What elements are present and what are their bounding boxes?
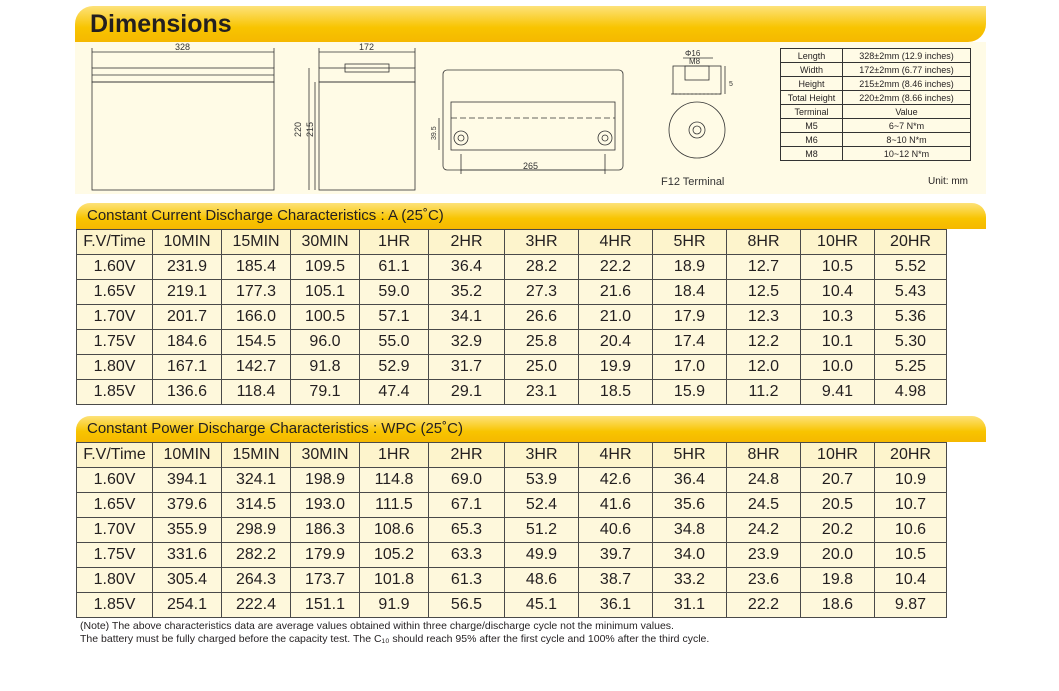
column-header: 30MIN	[291, 230, 360, 255]
table-cell: 10.7	[875, 493, 947, 518]
table-cell: 12.7	[727, 255, 801, 280]
column-header: 8HR	[727, 230, 801, 255]
table-cell: 61.3	[429, 568, 505, 593]
column-header: 20HR	[875, 230, 947, 255]
spec-value: 328±2mm (12.9 inches)	[843, 49, 971, 63]
column-header: F.V/Time	[77, 443, 153, 468]
height-body-label: 215	[305, 121, 315, 137]
table-cell: 231.9	[153, 255, 222, 280]
table-cell: 25.0	[505, 355, 579, 380]
table-cell: 177.3	[222, 280, 291, 305]
table-row	[77, 468, 947, 493]
spec-table	[780, 48, 971, 161]
spec-row	[781, 77, 971, 91]
table-cell: 1.75V	[77, 543, 153, 568]
table-cell: 305.4	[153, 568, 222, 593]
table-cell: 108.6	[360, 518, 429, 543]
table-row	[77, 593, 947, 618]
terminal-row	[781, 119, 971, 133]
column-header: 15MIN	[222, 443, 291, 468]
table-cell: 1.80V	[77, 355, 153, 380]
table-cell: 21.0	[579, 305, 653, 330]
table-cell: 63.3	[429, 543, 505, 568]
table-cell: 35.2	[429, 280, 505, 305]
table-cell: 20.0	[801, 543, 875, 568]
table-cell: 10.0	[801, 355, 875, 380]
table-row	[77, 305, 947, 330]
table-cell: 1.80V	[77, 568, 153, 593]
table-cell: 31.1	[653, 593, 727, 618]
table-cell: 18.9	[653, 255, 727, 280]
table-cell: 20.4	[579, 330, 653, 355]
table-cell: 173.7	[291, 568, 360, 593]
spec-value: 215±2mm (8.46 inches)	[843, 77, 971, 91]
power-table-title: Constant Power Discharge Characteristics : WPC (25˚C)	[87, 420, 463, 437]
table-cell: 331.6	[153, 543, 222, 568]
table-cell: 4.98	[875, 380, 947, 405]
table-cell: 167.1	[153, 355, 222, 380]
table-cell: 23.6	[727, 568, 801, 593]
terminal-label: M8	[781, 147, 843, 161]
table-cell: 1.70V	[77, 305, 153, 330]
table-cell: 31.7	[429, 355, 505, 380]
table-cell: 5.52	[875, 255, 947, 280]
table-cell: 1.85V	[77, 380, 153, 405]
table-cell: 355.9	[153, 518, 222, 543]
terminal-depth-label: 5	[729, 81, 733, 88]
table-cell: 69.0	[429, 468, 505, 493]
spec-label: Length	[781, 49, 843, 63]
spec-label: Total Height	[781, 91, 843, 105]
table-cell: 48.6	[505, 568, 579, 593]
table-cell: 142.7	[222, 355, 291, 380]
table-cell: 5.36	[875, 305, 947, 330]
table-cell: 18.6	[801, 593, 875, 618]
table-cell: 26.6	[505, 305, 579, 330]
table-cell: 264.3	[222, 568, 291, 593]
terminal-caption: F12 Terminal	[661, 176, 725, 188]
table-cell: 201.7	[153, 305, 222, 330]
table-header-row	[77, 230, 947, 255]
table-cell: 15.9	[653, 380, 727, 405]
spec-row	[781, 63, 971, 77]
table-cell: 1.85V	[77, 593, 153, 618]
table-cell: 394.1	[153, 468, 222, 493]
table-cell: 10.6	[875, 518, 947, 543]
table-cell: 17.4	[653, 330, 727, 355]
table-cell: 5.25	[875, 355, 947, 380]
table-cell: 154.5	[222, 330, 291, 355]
table-cell: 114.8	[360, 468, 429, 493]
column-header: 4HR	[579, 230, 653, 255]
table-cell: 52.9	[360, 355, 429, 380]
note-line-1: (Note) The above characteristics data are average values obtained within three charge/discharge cycle not the minimum values.	[80, 620, 674, 632]
table-cell: 20.5	[801, 493, 875, 518]
height-total-label: 220	[293, 121, 303, 137]
table-row	[77, 330, 947, 355]
terminal-value: 10~12 N*m	[843, 147, 971, 161]
table-cell: 222.4	[222, 593, 291, 618]
table-cell: 36.4	[653, 468, 727, 493]
table-row	[77, 280, 947, 305]
table-cell: 179.9	[291, 543, 360, 568]
table-cell: 22.2	[579, 255, 653, 280]
table-cell: 53.9	[505, 468, 579, 493]
terminal-diameter-label: Φ16	[685, 49, 701, 58]
spec-value: 172±2mm (6.77 inches)	[843, 63, 971, 77]
table-cell: 186.3	[291, 518, 360, 543]
terminal-value: 6~7 N*m	[843, 119, 971, 133]
table-cell: 118.4	[222, 380, 291, 405]
spec-label: Width	[781, 63, 843, 77]
column-header: 1HR	[360, 230, 429, 255]
table-cell: 49.9	[505, 543, 579, 568]
table-cell: 151.1	[291, 593, 360, 618]
table-cell: 166.0	[222, 305, 291, 330]
front-width-label: 328	[175, 42, 191, 52]
table-cell: 254.1	[153, 593, 222, 618]
table-cell: 24.8	[727, 468, 801, 493]
terminal-label: M6	[781, 133, 843, 147]
terminal-height-label: 39.5	[431, 126, 438, 140]
table-cell: 34.1	[429, 305, 505, 330]
table-cell: 5.43	[875, 280, 947, 305]
table-cell: 17.9	[653, 305, 727, 330]
table-cell: 20.7	[801, 468, 875, 493]
table-cell: 10.5	[801, 255, 875, 280]
table-cell: 57.1	[360, 305, 429, 330]
spec-label: Height	[781, 77, 843, 91]
table-cell: 17.0	[653, 355, 727, 380]
column-header: 30MIN	[291, 443, 360, 468]
table-cell: 1.75V	[77, 330, 153, 355]
table-cell: 33.2	[653, 568, 727, 593]
column-header: 15MIN	[222, 230, 291, 255]
table-cell: 96.0	[291, 330, 360, 355]
table-row	[77, 380, 947, 405]
table-cell: 1.65V	[77, 493, 153, 518]
table-cell: 18.4	[653, 280, 727, 305]
table-cell: 51.2	[505, 518, 579, 543]
terminal-header-label: Terminal	[781, 105, 843, 119]
table-cell: 109.5	[291, 255, 360, 280]
column-header: 3HR	[505, 230, 579, 255]
power-table-header	[76, 416, 986, 442]
table-cell: 10.1	[801, 330, 875, 355]
table-cell: 10.4	[875, 568, 947, 593]
terminal-spacing-label: 265	[523, 161, 539, 171]
table-row	[77, 568, 947, 593]
terminal-header-row	[781, 105, 971, 119]
column-header: 2HR	[429, 443, 505, 468]
table-cell: 28.2	[505, 255, 579, 280]
terminal-thread-label: M8	[689, 57, 701, 66]
table-cell: 52.4	[505, 493, 579, 518]
table-cell: 193.0	[291, 493, 360, 518]
table-cell: 1.70V	[77, 518, 153, 543]
table-cell: 12.2	[727, 330, 801, 355]
table-cell: 18.5	[579, 380, 653, 405]
table-cell: 61.1	[360, 255, 429, 280]
column-header: 10MIN	[153, 230, 222, 255]
table-cell: 105.1	[291, 280, 360, 305]
table-cell: 1.60V	[77, 468, 153, 493]
table-cell: 101.8	[360, 568, 429, 593]
column-header: F.V/Time	[77, 230, 153, 255]
table-cell: 10.3	[801, 305, 875, 330]
table-cell: 67.1	[429, 493, 505, 518]
table-cell: 35.6	[653, 493, 727, 518]
table-row	[77, 543, 947, 568]
column-header: 2HR	[429, 230, 505, 255]
table-cell: 40.6	[579, 518, 653, 543]
column-header: 20HR	[875, 443, 947, 468]
table-cell: 47.4	[360, 380, 429, 405]
column-header: 10HR	[801, 230, 875, 255]
table-cell: 111.5	[360, 493, 429, 518]
table-cell: 56.5	[429, 593, 505, 618]
note-line-2: The battery must be fully charged before the capacity test. The C₁₀ should reach 95% after the first cycle and 100% after the third cycle.	[80, 633, 710, 645]
column-header: 10HR	[801, 443, 875, 468]
side-width-label: 172	[359, 42, 375, 52]
table-cell: 20.2	[801, 518, 875, 543]
table-cell: 185.4	[222, 255, 291, 280]
table-cell: 10.4	[801, 280, 875, 305]
table-cell: 12.5	[727, 280, 801, 305]
table-cell: 10.9	[875, 468, 947, 493]
table-cell: 23.9	[727, 543, 801, 568]
table-cell: 298.9	[222, 518, 291, 543]
table-cell: 42.6	[579, 468, 653, 493]
table-cell: 38.7	[579, 568, 653, 593]
table-cell: 27.3	[505, 280, 579, 305]
table-row	[77, 493, 947, 518]
terminal-row	[781, 133, 971, 147]
current-table-header	[76, 203, 986, 229]
table-cell: 19.9	[579, 355, 653, 380]
table-cell: 136.6	[153, 380, 222, 405]
terminal-value: 8~10 N*m	[843, 133, 971, 147]
power-discharge-table	[76, 442, 947, 618]
table-cell: 36.1	[579, 593, 653, 618]
table-cell: 219.1	[153, 280, 222, 305]
column-header: 4HR	[579, 443, 653, 468]
table-cell: 198.9	[291, 468, 360, 493]
column-header: 8HR	[727, 443, 801, 468]
terminal-label: M5	[781, 119, 843, 133]
table-cell: 9.87	[875, 593, 947, 618]
table-cell: 23.1	[505, 380, 579, 405]
title-bar	[75, 6, 986, 42]
terminal-row	[781, 147, 971, 161]
column-header: 5HR	[653, 443, 727, 468]
table-cell: 24.5	[727, 493, 801, 518]
table-cell: 32.9	[429, 330, 505, 355]
column-header: 1HR	[360, 443, 429, 468]
table-cell: 36.4	[429, 255, 505, 280]
table-cell: 184.6	[153, 330, 222, 355]
current-discharge-table	[76, 229, 947, 405]
table-cell: 59.0	[360, 280, 429, 305]
unit-label: Unit: mm	[928, 176, 968, 187]
terminal-header-value: Value	[843, 105, 971, 119]
table-cell: 41.6	[579, 493, 653, 518]
table-cell: 91.8	[291, 355, 360, 380]
table-cell: 34.8	[653, 518, 727, 543]
table-cell: 29.1	[429, 380, 505, 405]
table-header-row	[77, 443, 947, 468]
table-row	[77, 518, 947, 543]
spec-value: 220±2mm (8.66 inches)	[843, 91, 971, 105]
table-cell: 45.1	[505, 593, 579, 618]
page-title: Dimensions	[90, 10, 232, 38]
table-cell: 19.8	[801, 568, 875, 593]
spec-row	[781, 91, 971, 105]
table-cell: 100.5	[291, 305, 360, 330]
table-cell: 21.6	[579, 280, 653, 305]
table-cell: 12.3	[727, 305, 801, 330]
table-cell: 11.2	[727, 380, 801, 405]
table-cell: 79.1	[291, 380, 360, 405]
table-cell: 34.0	[653, 543, 727, 568]
table-cell: 1.65V	[77, 280, 153, 305]
table-cell: 379.6	[153, 493, 222, 518]
column-header: 3HR	[505, 443, 579, 468]
table-cell: 1.60V	[77, 255, 153, 280]
table-cell: 24.2	[727, 518, 801, 543]
column-header: 5HR	[653, 230, 727, 255]
table-cell: 91.9	[360, 593, 429, 618]
spec-row	[781, 49, 971, 63]
table-cell: 55.0	[360, 330, 429, 355]
table-row	[77, 355, 947, 380]
table-row	[77, 255, 947, 280]
table-cell: 39.7	[579, 543, 653, 568]
table-cell: 12.0	[727, 355, 801, 380]
table-cell: 65.3	[429, 518, 505, 543]
table-cell: 22.2	[727, 593, 801, 618]
table-cell: 324.1	[222, 468, 291, 493]
table-cell: 314.5	[222, 493, 291, 518]
table-cell: 25.8	[505, 330, 579, 355]
column-header: 10MIN	[153, 443, 222, 468]
table-cell: 10.5	[875, 543, 947, 568]
table-cell: 282.2	[222, 543, 291, 568]
table-cell: 105.2	[360, 543, 429, 568]
table-cell: 9.41	[801, 380, 875, 405]
current-table-title: Constant Current Discharge Characteristics : A (25˚C)	[87, 207, 444, 224]
table-cell: 5.30	[875, 330, 947, 355]
